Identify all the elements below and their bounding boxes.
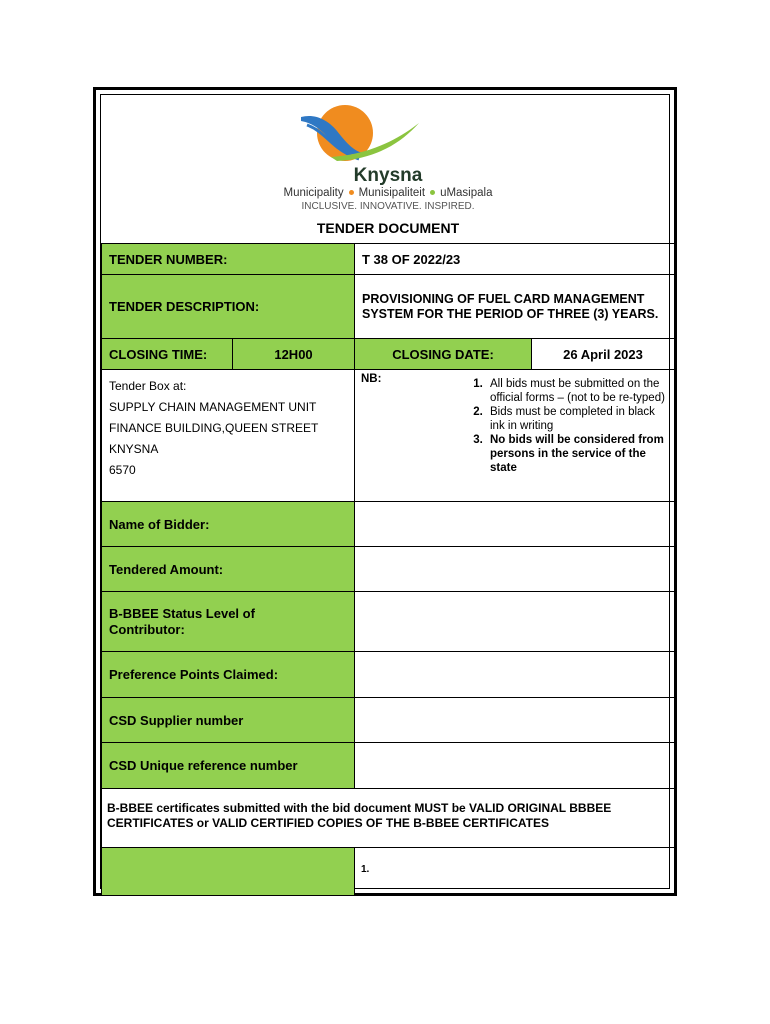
csd-supplier-number-input[interactable]	[354, 697, 675, 743]
name-of-bidder-input[interactable]	[354, 501, 675, 547]
csd-unique-reference-label: CSD Unique reference number	[101, 742, 355, 789]
csd-supplier-number-label: CSD Supplier number	[101, 697, 355, 743]
tender-description-value: PROVISIONING OF FUEL CARD MANAGEMENT SYSTEM FOR THE PERIOD OF THREE (3) YEARS.	[354, 274, 675, 339]
closing-time-label: CLOSING TIME:	[101, 338, 233, 370]
csd-unique-reference-input[interactable]	[354, 742, 675, 789]
tender-box-address	[101, 369, 355, 502]
logo-subtitle-part: Municipality	[283, 187, 344, 199]
closing-date-label: CLOSING DATE:	[354, 338, 532, 370]
nb-item: 2. Bids must be completed in black ink in writing	[486, 405, 666, 433]
nb-notes	[354, 369, 675, 502]
address-line: FINANCE BUILDING,QUEEN STREET	[109, 421, 319, 435]
tendered-amount-label: Tendered Amount:	[101, 546, 355, 592]
nb-item: 3. No bids will be considered from persons in the service of the state	[486, 433, 666, 475]
preference-points-label: Preference Points Claimed:	[101, 651, 355, 698]
document-inner	[100, 94, 670, 889]
preference-points-input[interactable]	[354, 651, 675, 698]
logo-subtitle	[101, 187, 675, 199]
tender-number-label: TENDER NUMBER:	[101, 243, 355, 275]
knysna-emblem-icon	[101, 95, 675, 165]
closing-time-value: 12H00	[232, 338, 355, 370]
nb-label: NB:	[361, 373, 382, 385]
logo-name: Knysna	[353, 165, 423, 186]
address-line: 6570	[109, 463, 136, 477]
document-frame	[93, 87, 677, 896]
last-row-label	[101, 847, 355, 896]
bbbee-status-label: B-BBEE Status Level of Contributor:	[101, 591, 355, 652]
logo-tagline: INCLUSIVE. INNOVATIVE. INSPIRED.	[301, 201, 475, 212]
closing-date-value: 26 April 2023	[531, 338, 675, 370]
tender-number-value: T 38 OF 2022/23	[354, 243, 675, 275]
bbbee-status-input[interactable]	[354, 591, 675, 652]
logo-subtitle-part: Munisipaliteit	[358, 187, 426, 199]
tender-description-label: TENDER DESCRIPTION:	[101, 274, 355, 339]
logo-subtitle-part: uMasipala	[440, 187, 493, 199]
tendered-amount-input[interactable]	[354, 546, 675, 592]
address-line: Tender Box at:	[109, 379, 187, 393]
name-of-bidder-label: Name of Bidder:	[101, 501, 355, 547]
address-line: SUPPLY CHAIN MANAGEMENT UNIT	[109, 400, 317, 414]
document-title: TENDER DOCUMENT	[316, 220, 460, 236]
nb-item: 1. All bids must be submitted on the official forms – (not to be re-typed)	[486, 377, 666, 405]
bbbee-certificate-note: B-BBEE certificates submitted with the bid document MUST be VALID ORIGINAL BBBEE CERTIFICATES or VALID CERTIFIED COPIES OF THE B-BBEE CERTIFICATES	[101, 788, 675, 848]
bullet-icon	[430, 190, 435, 195]
last-row-number: 1.	[354, 847, 675, 896]
address-line: KNYSNA	[109, 442, 159, 456]
bullet-icon	[349, 190, 354, 195]
